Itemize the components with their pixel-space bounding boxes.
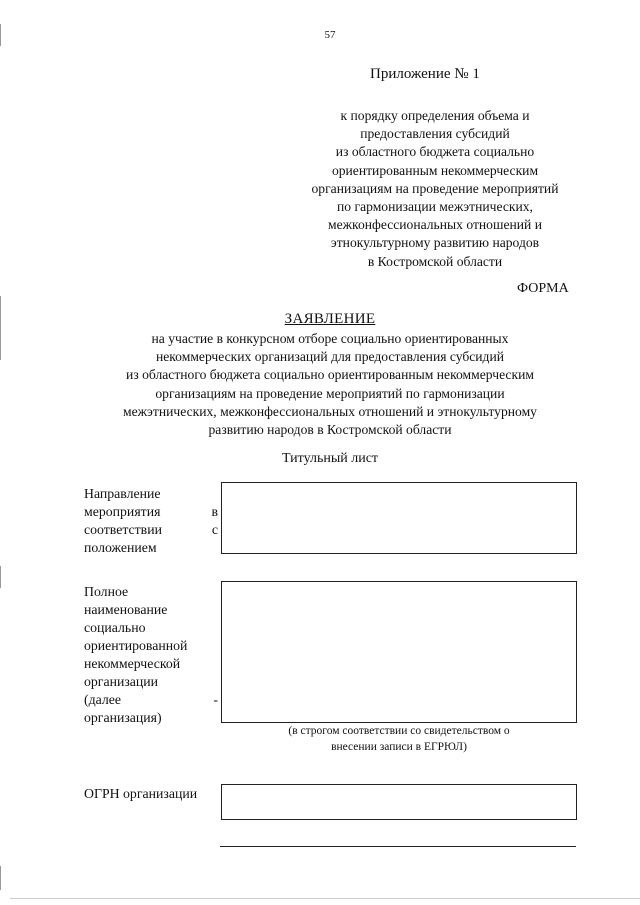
org-name-label-line: организации [84, 674, 159, 689]
direction-label-line: положением [84, 540, 157, 555]
application-subtitle [80, 330, 580, 439]
appendix-line: в Костромской области [367, 253, 503, 269]
org-name-label-line: организация) [84, 710, 162, 725]
org-name-field[interactable] [221, 581, 577, 723]
appendix-line: из областного бюджета социально [335, 144, 535, 160]
application-line: организациям на проведение мероприятий по гармонизации [155, 385, 505, 401]
scan-edge-left-mid [0, 296, 1, 360]
org-name-label-line: (далее - [84, 692, 218, 707]
scan-bottom-line [10, 898, 640, 899]
appendix-line: ориентированным некоммерческим [331, 162, 539, 178]
appendix-line: по гармонизации межэтнических, [337, 199, 533, 215]
application-line: межэтнических, межконфессиональных отношений и этнокультурному [123, 403, 537, 419]
scan-edge-left-bottom [0, 866, 1, 890]
org-name-note [222, 723, 576, 755]
ogrn-label: ОГРН организации [84, 786, 198, 801]
org-name-label-line: Полное [84, 584, 129, 599]
direction-label-line: мероприятия в [84, 504, 218, 519]
application-line: из областного бюджета социально ориентированным некоммерческим [126, 367, 534, 383]
appendix-body [290, 107, 580, 271]
direction-label-line: Направление [84, 486, 161, 501]
appendix-line: межконфессиональных отношений и [328, 217, 542, 233]
application-title: ЗАЯВЛЕНИЕ [284, 311, 376, 327]
appendix-line: этнокультурному развитию народов [330, 235, 540, 251]
org-name-label-line: наименование [84, 602, 168, 617]
direction-label-line: соответствии с [84, 522, 218, 537]
appendix-line: предоставления субсидий [360, 126, 510, 142]
bottom-rule [220, 846, 576, 847]
direction-field[interactable] [221, 482, 577, 554]
page-number: 57 [324, 29, 336, 41]
org-name-label-line: социально [84, 620, 146, 635]
application-line: на участие в конкурсном отборе социально ориентированных [151, 331, 509, 346]
title-sheet-heading: Титульный лист [281, 451, 379, 466]
appendix-line: организациям на проведение мероприятий [311, 180, 559, 196]
scan-edge-left-low [0, 566, 1, 588]
org-name-label-line: некоммерческой [84, 656, 181, 671]
appendix-line: к порядку определения объема и [340, 108, 530, 123]
org-name-note-line: внесении записи в ЕГРЮЛ) [331, 741, 467, 753]
application-line: некоммерческих организаций для предоставления субсидий [155, 349, 505, 365]
org-name-note-line: (в строгом соответствии со свидетельством о [288, 725, 510, 737]
appendix-title: Приложение № 1 [370, 66, 480, 82]
direction-label [84, 485, 218, 557]
org-name-label [84, 583, 218, 727]
ogrn-field[interactable] [221, 784, 577, 820]
form-label: ФОРМА [517, 281, 569, 296]
application-line: развитию народов в Костромской области [208, 422, 452, 438]
org-name-label-line: ориентированной [84, 638, 188, 653]
